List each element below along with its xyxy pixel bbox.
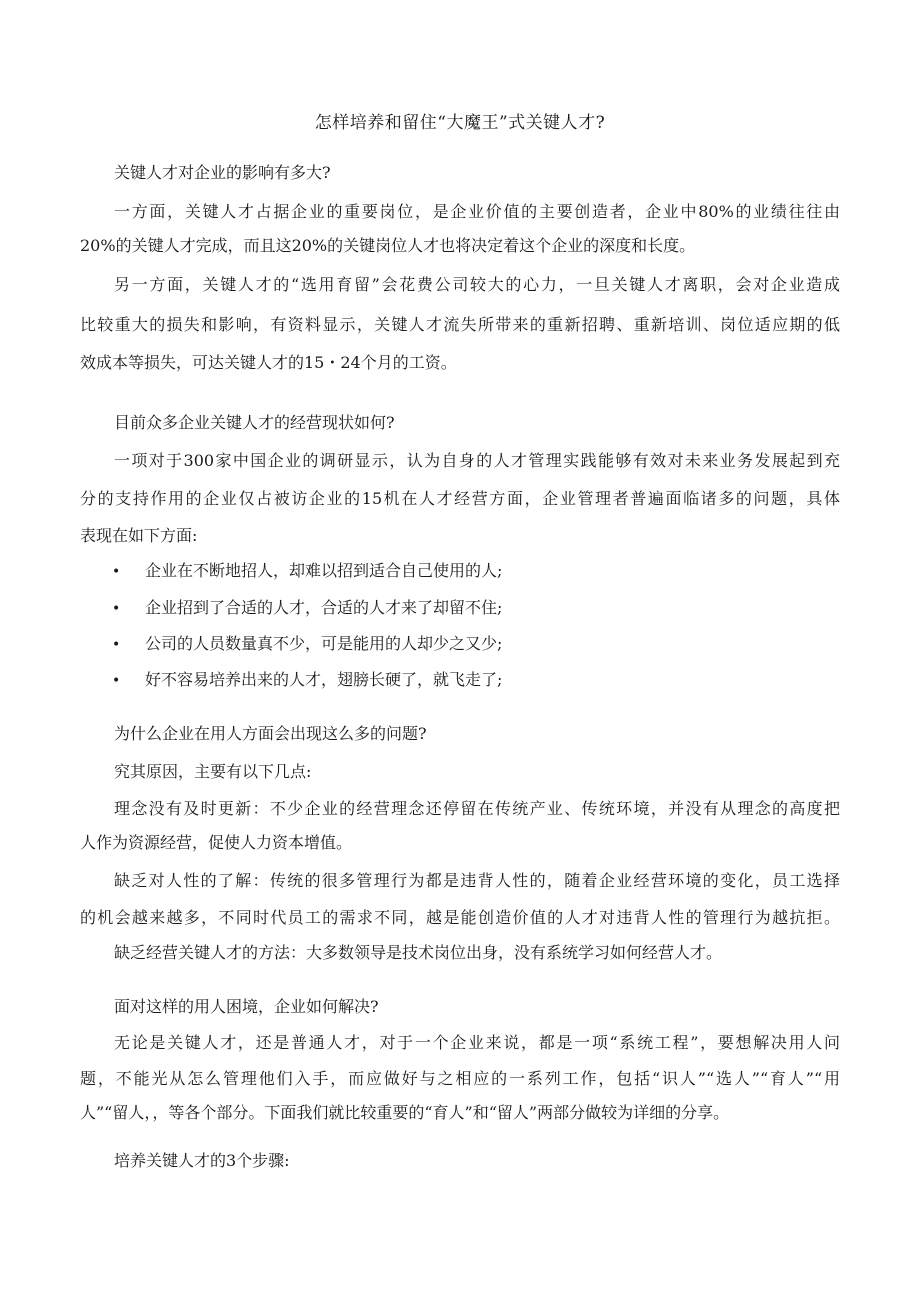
list-item-text: 公司的人员数量真不少，可是能用的人却少之又少; — [145, 634, 503, 653]
list-item — [112, 597, 502, 620]
section-heading: 培养关键人才的3个步骤: — [114, 1151, 290, 1170]
section-heading: 目前众多企业关键人才的经营现状如何? — [114, 413, 395, 432]
paragraph-line: 一项对于300家中国企业的调研显示，认为自身的人才管理实践能够有效对未来业务发展起到充 — [114, 451, 840, 470]
list-item-text: 企业在不断地招人，却难以招到适合自己使用的人; — [145, 561, 503, 580]
list-item-text: 好不容易培养出来的人才，翅膀长硬了，就飞走了; — [145, 670, 503, 689]
paragraph-line: 无论是关键人才，还是普通人才，对于一个企业来说，都是一项“系统工程”，要想解决用人问 — [114, 1033, 840, 1052]
bullet-icon: • — [112, 637, 121, 653]
paragraph-line: 另一方面，关键人才的“选用育留”会花费公司较大的心力，一旦关键人才离职，会对企业造成 — [114, 275, 840, 294]
paragraph-line: 分的支持作用的企业仅占被访企业的15机在人才经营方面，企业管理者普遍面临诸多的问题，具体 — [80, 489, 840, 508]
paragraph-line: 题，不能光从怎么管理他们入手，而应做好与之相应的一系列工作，包括“识人”“选人”“育人”“用 — [80, 1069, 840, 1088]
section-heading: 为什么企业在用人方面会出现这么多的问题? — [114, 724, 427, 743]
paragraph-line: 人作为资源经营，促使人力资本增值。 — [80, 833, 353, 852]
list-item — [112, 669, 502, 692]
paragraph-line: 缺乏对人性的了解：传统的很多管理行为都是违背人性的，随着企业经营环境的变化，员工选择 — [114, 871, 840, 890]
bullet-icon: • — [112, 601, 121, 617]
paragraph-line: 理念没有及时更新：不少企业的经营理念还停留在传统产业、传统环境，并没有从理念的高度把 — [114, 799, 840, 818]
section-heading: 面对这样的用人困境，企业如何解决? — [114, 997, 379, 1016]
paragraph-line: 一方面，关键人才占据企业的重要岗位，是企业价值的主要创造者，企业中80%的业绩往往由 — [114, 202, 840, 221]
paragraph-line: 的机会越来越多，不同时代员工的需求不同，越是能创造价值的人才对违背人性的管理行为越抗拒。 — [80, 908, 840, 927]
section-heading: 关键人才对企业的影响有多大? — [114, 163, 331, 182]
paragraph-line: 人”“留人，，等各个部分。下面我们就比较重要的“育人”和“留人”两部分做较为详细的分享。 — [80, 1103, 730, 1122]
list-item-text: 企业招到了合适的人才，合适的人才来了却留不住; — [145, 598, 503, 617]
document-title: 怎样培养和留住“大魔王”式关键人才? — [314, 113, 606, 133]
paragraph-line: 表现在如下方面: — [80, 526, 198, 545]
paragraph-line: 究其原因，主要有以下几点: — [114, 762, 312, 781]
bullet-icon: • — [112, 673, 121, 689]
paragraph-line: 比较重大的损失和影响，有资料显示，关键人才流失所带来的重新招聘、重新培训、岗位适应期的低 — [80, 315, 840, 334]
paragraph-line: 20%的关键人才完成，而且这20%的关键岗位人才也将决定着这个企业的深度和长度。 — [80, 236, 696, 255]
paragraph-line: 缺乏经营关键人才的方法：大多数领导是技术岗位出身，没有系统学习如何经营人才。 — [114, 943, 723, 962]
list-item — [112, 633, 502, 656]
paragraph-line: 效成本等损失，可达关键人才的15・24个月的工资。 — [80, 353, 457, 372]
bullet-icon: • — [112, 564, 121, 580]
list-item — [112, 560, 502, 583]
